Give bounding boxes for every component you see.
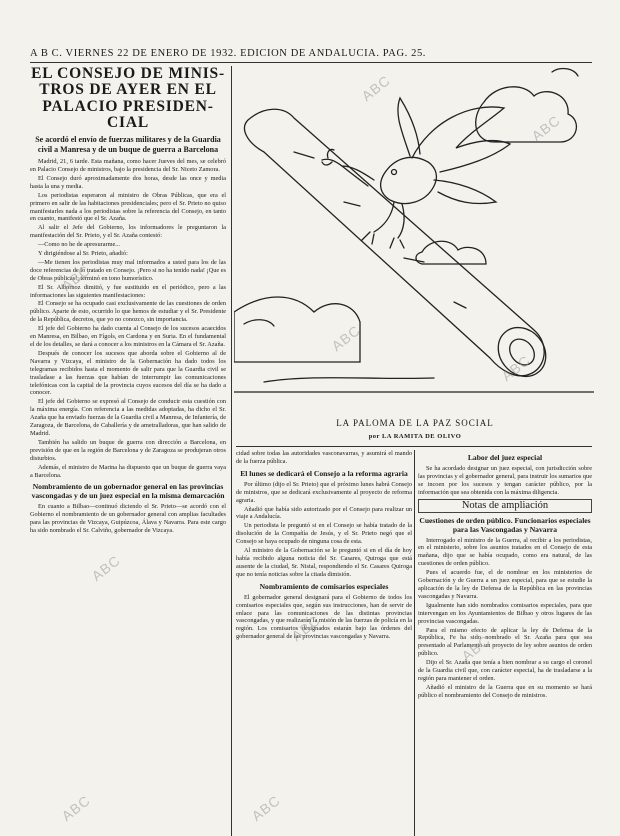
cartoon-credit: por LA RAMITA DE OLIVO xyxy=(368,433,462,440)
headline-line: EL CONSEJO DE MINIS- xyxy=(31,66,225,82)
section-heading: Nombramiento de un gobernador general en las provincias vascongadas y de un juez especial en la misma demarcación xyxy=(31,482,225,501)
paragraph: Añadió que había sido autorizado por el Consejo para realizar un viaje a Andalucía. xyxy=(236,505,412,521)
abc-watermark: ABC xyxy=(498,351,534,385)
paragraph: —Como no he de apresurarme... xyxy=(38,241,121,249)
paragraph: Por último (dijo el Sr. Prieto) que el próximo lunes habrá Consejo de ministros, que se dedicará exclusivamente al proyecto de reforma agraria. xyxy=(236,480,412,504)
headline-line: CIAL xyxy=(107,113,149,131)
caption-rule xyxy=(236,446,592,447)
abc-watermark: ABC xyxy=(528,111,564,145)
abc-watermark: ABC xyxy=(328,321,364,355)
paragraph: El jefe del Gobierno ha dado cuenta al Consejo de los sucesos acaecidos en Manresa, en Bilbao, en Fígols, en Cardona y en Suria. En el fundamental el de los detalles, se dará a conocer a los ministros en la Cámara el Sr. Azaña. xyxy=(30,325,226,348)
headline-line: PALACIO PRESIDEN- xyxy=(42,97,214,115)
paragraph: El jefe del Gobierno se expresó al Consejo de conducir esta cuestión con la máxima energía. Con referencia a las medidas adoptadas, ha dicho el Sr. Azaña que ha enviado fuerzas de la Guardia civil a Manresa, de Infantería, de Zaragoza, de Barcelona, de Caballería y de ametralladoras, que han salido de Madrid. xyxy=(30,398,226,437)
paragraph: Y dirigiéndose al Sr. Prieto, añadió: xyxy=(38,250,128,258)
paragraph: Al ministro de la Gobernación se le preguntó si en el día de hoy había recibido alguna noticia del Sr. Casares, Quiroga que está ausente de la ciudad, Sr. Nistal, respondiendo el Sr. Casares Quiroga que no tenía noticias sobre la citada dimisión. xyxy=(236,547,412,578)
abc-watermark: ABC xyxy=(58,791,94,825)
paragraph: El Sr. Albornoz dimitió, y fue sustituido en el periódico, pero a las informaciones las siguientes manifestaciones: xyxy=(30,283,226,299)
column-middle xyxy=(236,450,412,836)
paragraph: Pues el acuerdo fue, el de nombrar en los ministerios de Gobernación y de Guerra a un juez especial, para que se estudie la aplicación de la ley de Defensa de la República en las provincias vascongadas y Navarra. xyxy=(418,569,592,600)
paragraph: Añadió el ministro de la Guerra que en su momento se hará público el nombramiento del Consejo de ministros. xyxy=(418,683,592,699)
cartoon-caption: LA PALOMA DE LA PAZ SOCIAL xyxy=(336,418,494,428)
abc-watermark: ABC xyxy=(358,71,394,105)
section-heading: Nombramiento de comisarios especiales xyxy=(259,581,389,591)
paragraph: Se ha acordado designar un juez especial, con jurisdicción sobre las provincias y el gobernador general, para instruir los sumarios que se incoen por los sucesos y tengan carácter público, por la información que sea obtenida con la máxima diligencia. xyxy=(418,465,592,496)
paragraph: También ha salido un buque de guerra con dirección a Barcelona, en previsión de que en la región de Barcelona y de Zaragoza se produjeran otros disturbios. xyxy=(30,438,226,462)
abc-watermark: ABC xyxy=(248,791,284,825)
paragraph: Al salir el Jefe del Gobierno, los informadores le preguntaron la manifestación del Sr. Prieto, y el Sr. Azaña contestó: xyxy=(30,224,226,240)
column-left xyxy=(30,66,226,836)
paragraph: Un periodista le preguntó si en el Consejo se había tratado de la disolución de la Compañía de Jesús, y el Sr. Prieto negó que el Consejo se haya ocupado de ninguna cosa de esta. xyxy=(236,522,412,546)
cartoon-illustration xyxy=(234,62,594,412)
paragraph: Para el mismo efecto de aplicar la ley de Defensa de la República, Fe ha sido nombrado el Sr. Azaña para que sea presentado al Parlamento un proyecto de ley sobre asuntos de orden público. xyxy=(418,626,592,658)
abc-watermark: ABC xyxy=(88,551,124,585)
paragraph: El Consejo duró aproximadamente dos horas, desde las once y media hasta la una y media. xyxy=(30,174,226,190)
paragraph: En cuanto a Bilbao—continuó diciendo el Sr. Prieto—se acordó con el Gobierno el nombramiento de un gobernador general con amplias facultades para las provincias de Vizcaya, Guipúzcoa, Álava y Navarra. Para este cargo ha sido nombrado el Sr. Calviño, gobernador de Vizcaya. xyxy=(30,503,226,535)
paragraph: cidad sobre todas las autoridades vasconavarras, y asumirá el mando de la fuerza pública. xyxy=(236,450,412,465)
paragraph: El gobernador general designará para el Gobierno de todos los comisarios especiales que, según sus instrucciones, han de servir de enlace para las comunicaciones de las distintas provincias vascongadas, y que realizarán la misión de las fuerzas de policía en la región. Los comisarios designados estarán bajo las órdenes del gobernador general de las provincias vascongadas y Navarra. xyxy=(236,593,412,641)
abc-watermark: ABC xyxy=(58,261,94,295)
paragraph: El Consejo se ha ocupado casi exclusivamente de las cuestiones de orden público. Aparte de esto, ocurrido lo que hemos de estudiar y el Sr. Presidente de la República, decretos, que yo no conozco, sin importancia. xyxy=(30,300,226,324)
headline-line: TROS DE AYER EN EL xyxy=(39,81,217,99)
paragraph: Interrogado el ministro de la Guerra, al recibir a los periodistas, en el ministerio, sobre los asuntos tratados en el Consejo de esta mañana, dijo que se había ocupado, como era natural, de las cuestiones de orden público. xyxy=(418,536,592,568)
paragraph: Además, el ministro de Marina ha dispuesto que un buque de guerra vaya a Barcelona. xyxy=(30,463,226,479)
subheadline: Se acordó el envío de fuerzas militares y de la Guardia civil a Manresa y de un buque de guerra a Barcelona xyxy=(35,135,221,154)
section-heading: El lunes se dedicará el Consejo a la reforma agraria xyxy=(240,468,408,478)
paragraph: Dijo el Sr. Azaña que tenía a bien nombrar a su cargo el coronel de la Guardia civil que, con carácter especial, ha de trasladarse a la región para mantener el orden. xyxy=(418,659,592,682)
section-heading: Labor del juez especial xyxy=(467,453,543,462)
column-divider xyxy=(231,66,232,836)
column-divider xyxy=(414,450,415,836)
abc-watermark: ABC xyxy=(458,631,494,665)
paragraph: Madrid, 21, 6 tarde. Esta mañana, como hacer Jueves del mes, se celebró en Palacio Consejo de ministros, bajo la presidencia del Sr. Niceto Zamora. xyxy=(30,158,226,173)
box-title: Notas de ampliación xyxy=(418,499,592,513)
section-heading: Cuestiones de orden público. Funcionarios especiales para las Vascongadas y Navarra xyxy=(419,515,591,534)
paragraph: Igualmente han sido nombrados comisarios especiales, para que intervengan en los Ayuntamientos de Bilbao y otros lugares de las provincias vascongadas. xyxy=(418,601,592,625)
abc-watermark: ABC xyxy=(288,611,324,645)
headline xyxy=(30,66,226,131)
paragraph: Después de conocer los sucesos que aborda sobre el Gobierno al de Navarra y Vizcaya, el ministro de la Gobernación ha dado todos los telegramas recibidos hasta el momento de salir para que la Guardia civil se trasladase a las fuerzas que habían de interrumpir las comunicaciones telefónicas con la capital de la provincia cuyos sucesos del día se ha dado a conocer. xyxy=(30,349,226,397)
page-header: A B C. VIERNES 22 DE ENERO DE 1932. EDICION DE ANDALUCIA. PAG. 25. xyxy=(30,48,427,59)
paragraph: —Me tienen los periodistas muy mal informados a usted para los de las doce referencias de lo tratado en Consejo. ¡Pero si no ha tenido nada! ¡Que es de Obras públicas!, terminó en tono humorístico. xyxy=(30,258,226,282)
column-right xyxy=(418,450,592,836)
paragraph: Los periodistas esperaron al ministro de Obras Públicas, que era el primero en salir de las habitaciones presidenciales; pero el Sr. Prieto no quiso manifestarles nada a los periodistas sobre la referencia del Consejo, en tanto en cuanto, manifestó que el Sr. Azaña. xyxy=(30,191,226,223)
